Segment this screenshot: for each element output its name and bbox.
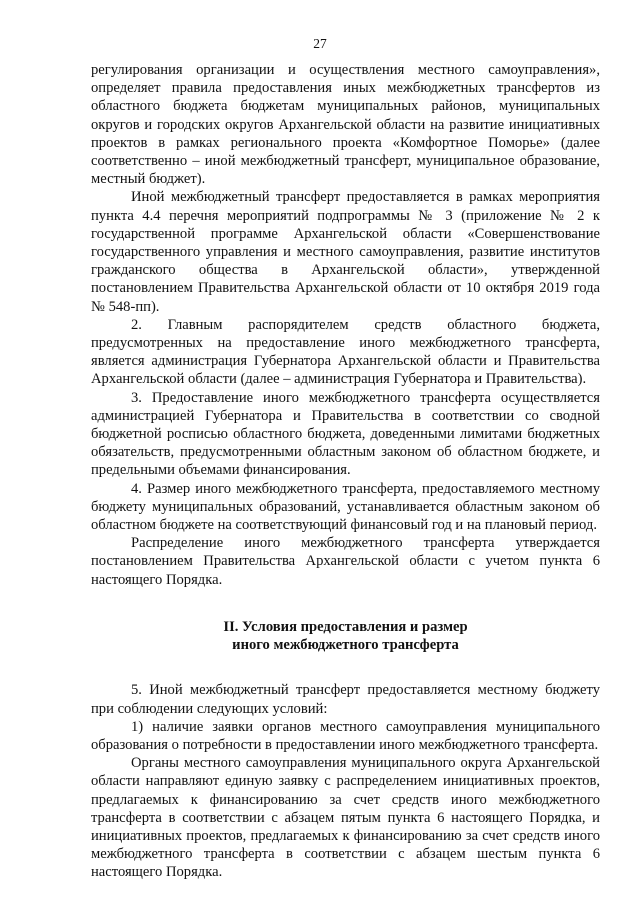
document-body — [91, 61, 600, 882]
paragraph-7: 5. Иной межбюджетный трансферт предоставляется местному бюджету при соблюдении следующих условий: — [91, 682, 600, 717]
paragraph-3: 2. Главным распорядителем средств областного бюджета, предусмотренных на предоставление иного межбюджетного трансферта, является администрация Губернатора Архангельской области и Правительства Архангельской области (далее – администрация Губернатора и Правительства). — [91, 316, 600, 388]
paragraph-1: регулирования организации и осуществления местного самоуправления», определяет правила предоставления иных межбюджетных трансфертов из областного бюджета бюджетам муниципальных районов, муниципальных округов и городских округов Архангельской области на развитие инициативных проектов в рамках регионального проекта «Комфортное Поморье» (далее соответственно – иной межбюджетный трансферт, муниципальное образование, местный бюджет). — [91, 62, 600, 188]
paragraph-8: 1) наличие заявки органов местного самоуправления муниципального образования о потребности в предоставлении иного межбюджетного трансферта. — [91, 718, 600, 753]
paragraph-9: Органы местного самоуправления муниципального округа Архангельской области направляют единую заявку с распределением инициативных проектов, предлагаемых к финансированию за счет средств иного межбюджетного трансферта в соответствии с абзацем пятым пункта 6 настоящего Порядка, и инициативных проектов, предлагаемых к финансированию за счет средств иного межбюджетного трансферта в соответствии с абзацем шестым пункта 6 настоящего Порядка. — [91, 755, 600, 881]
section-heading — [91, 618, 600, 654]
section-heading-line-1: II. Условия предоставления и размер — [223, 618, 468, 635]
paragraph-5: 4. Размер иного межбюджетного трансферта, предоставляемого местному бюджету муниципальных образований, устанавливается областным законом об областном бюджете на соответствующий финансовый год и на плановый период. — [91, 480, 600, 534]
paragraph-6: Распределение иного межбюджетного трансферта утверждается постановлением Правительства Архангельской области с учетом пункта 6 настоящего Порядка. — [91, 535, 600, 588]
page-number: 27 — [313, 36, 327, 51]
paragraph-4: 3. Предоставление иного межбюджетного трансферта осуществляется администрацией Губернатора и Правительства в соответствии со сводной бюджетной росписью областного бюджета, доведенными лимитами бюджетных обязательств, предусмотренными областным законом об областном бюджете, и предельными объемами финансирования. — [91, 389, 600, 479]
paragraph-2: Иной межбюджетный трансферт предоставляется в рамках мероприятия пункта 4.4 перечня мероприятий подпрограммы № 3 (приложение № 2 к государственной программе Архангельской области «Совершенствование государственного управления и местного самоуправления, развитие институтов гражданского общества в Архангельской области», утвержденной постановлением Правительства Архангельской области от 10 октября 2019 года № 548-пп). — [91, 189, 600, 315]
section-heading-line-2: иного межбюджетного трансферта — [232, 637, 459, 654]
